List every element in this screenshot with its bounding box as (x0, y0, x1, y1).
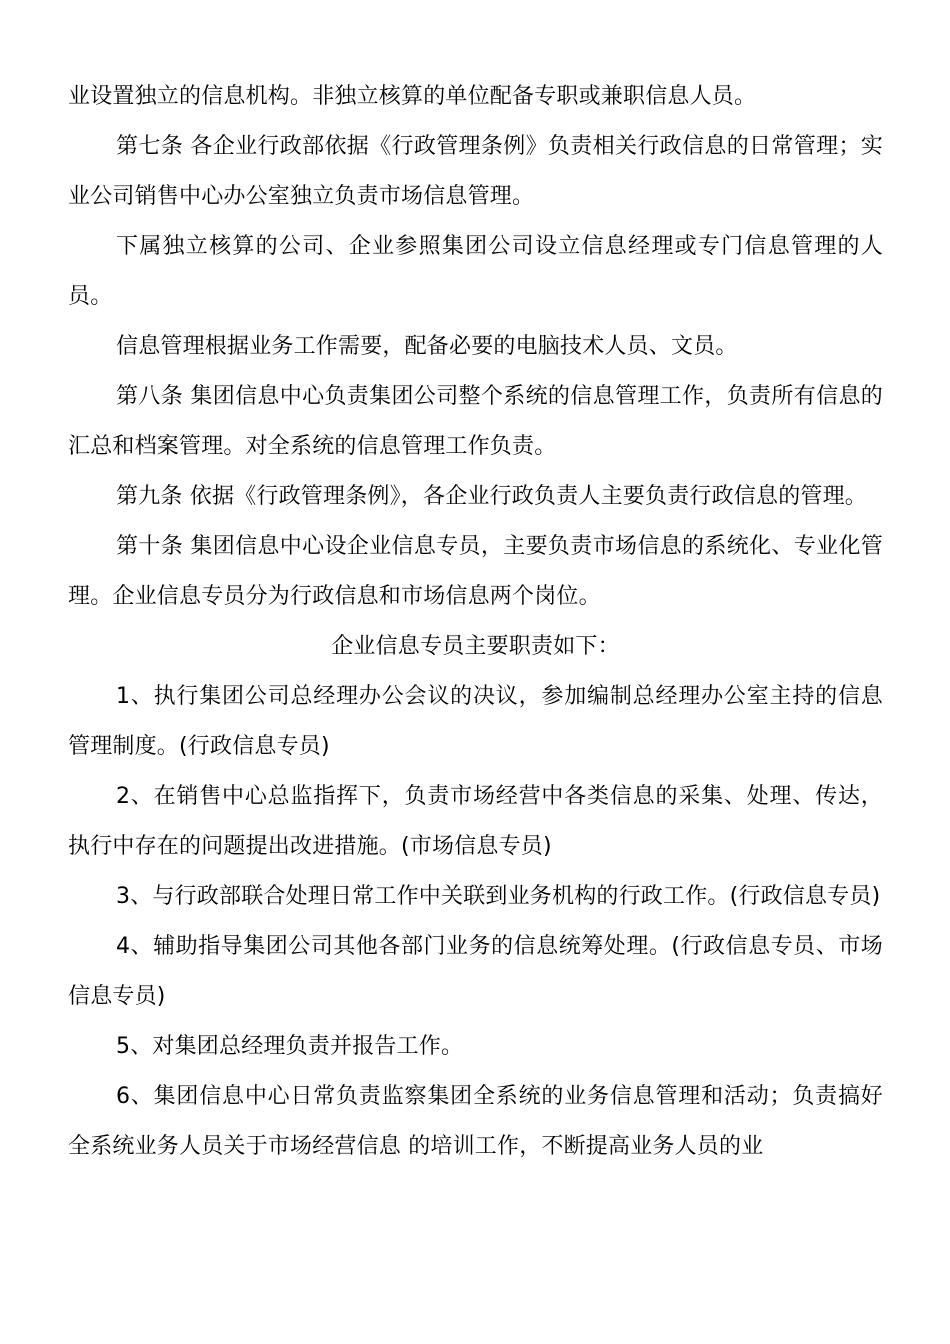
paragraph-article-9: 第九条 依据《行政管理条例》，各企业行政负责人主要负责行政信息的管理。 (116, 484, 867, 509)
duty-item-1: 1、执行集团公司总经理办公会议的决议，参加编制总经理办公室主持的信息管理制度。(行政信息专员) (68, 684, 883, 759)
paragraph-info-institution-tail: 业设置独立的信息机构。非独立核算的单位配备专职或兼职信息人员。 (68, 84, 757, 109)
duty-item-3: 3、与行政部联合处理日常工作中关联到业务机构的行政工作。(行政信息专员) (116, 884, 881, 909)
duty-item-4: 4、辅助指导集团公司其他各部门业务的信息统筹处理。(行政信息专员、市场信息专员) (68, 934, 883, 1009)
document-page (68, 72, 883, 1172)
duty-item-5: 5、对集团总经理负责并报告工作。 (116, 1034, 464, 1059)
duty-item-6: 6、集团信息中心日常负责监察集团全系统的业务信息管理和活动；负责搞好全系统业务人员关于市场经营信息 的培训工作，不断提高业务人员的业 (68, 1084, 883, 1159)
paragraph-subsidiary-staffing: 下属独立核算的公司、企业参照集团公司设立信息经理或专门信息管理的人员。 (68, 234, 883, 309)
duties-heading: 企业信息专员主要职责如下： (331, 634, 620, 659)
paragraph-article-7: 第七条 各企业行政部依据《行政管理条例》负责相关行政信息的日常管理；实业公司销售中心办公室独立负责市场信息管理。 (68, 134, 883, 209)
paragraph-article-10: 第十条 集团信息中心设企业信息专员，主要负责市场信息的系统化、专业化管理。企业信息专员分为行政信息和市场信息两个岗位。 (68, 534, 883, 609)
paragraph-article-8: 第八条 集团信息中心负责集团公司整个系统的信息管理工作，负责所有信息的汇总和档案管理。对全系统的信息管理工作负责。 (68, 384, 883, 459)
paragraph-technical-staff: 信息管理根据业务工作需要，配备必要的电脑技术人员、文员。 (116, 334, 738, 359)
duty-item-2: 2、在销售中心总监指挥下，负责市场经营中各类信息的采集、处理、传达，执行中存在的问题提出改进措施。(市场信息专员) (68, 784, 883, 859)
